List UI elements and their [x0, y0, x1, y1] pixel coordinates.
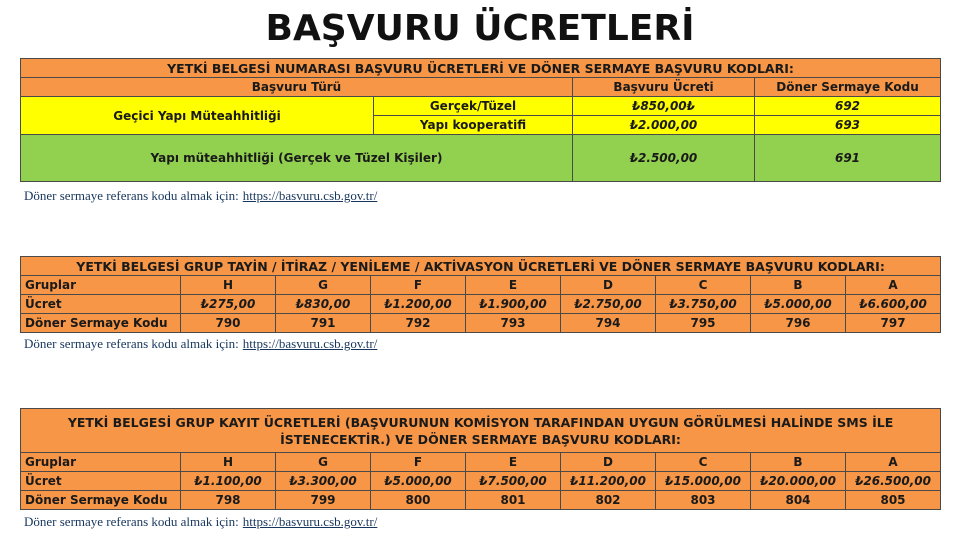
table2-fee: ₺830,00	[276, 295, 371, 314]
reference-link[interactable]: https://basvuru.csb.gov.tr/	[242, 514, 378, 529]
table2-fee: ₺2.750,00	[561, 295, 656, 314]
table3-code: 804	[751, 491, 846, 510]
table2-fee: ₺275,00	[181, 295, 276, 314]
table1-row-code: 692	[755, 97, 941, 116]
table3-row-groups: Gruplar	[21, 453, 181, 472]
table2-fee: ₺5.000,00	[751, 295, 846, 314]
fee-table-license-number	[20, 58, 941, 182]
reference-label: Döner sermaye referans kodu almak için:	[24, 336, 239, 351]
table3-group: D	[561, 453, 656, 472]
table2-fee: ₺1.200,00	[371, 295, 466, 314]
table2-group: G	[276, 276, 371, 295]
table3-group: C	[656, 453, 751, 472]
table2-code: 791	[276, 314, 371, 333]
table2-group: D	[561, 276, 656, 295]
table3-title: YETKİ BELGESİ GRUP KAYIT ÜCRETLERİ (BAŞVURUNUN KOMİSYON TARAFINDAN UYGUN GÖRÜLMESİ HALİNDE SMS İLE İSTENECEKTİR.) VE DÖNER SERMAYE BAŞVURU KODLARI:	[21, 409, 941, 453]
table1-col-fee: Başvuru Ücreti	[573, 78, 755, 97]
table3-code: 802	[561, 491, 656, 510]
reference-note	[24, 514, 377, 530]
table2-code: 793	[466, 314, 561, 333]
table2-code: 796	[751, 314, 846, 333]
reference-link[interactable]: https://basvuru.csb.gov.tr/	[242, 188, 378, 203]
table3-code: 801	[466, 491, 561, 510]
table1-perm-type: Yapı müteahhitliği (Gerçek ve Tüzel Kişiler)	[21, 135, 573, 182]
table1-col-type: Başvuru Türü	[21, 78, 573, 97]
fee-table-group-assignment	[20, 256, 941, 333]
table2-group: F	[371, 276, 466, 295]
table3-fee: ₺5.000,00	[371, 472, 466, 491]
table2-code: 797	[846, 314, 941, 333]
table3-group: F	[371, 453, 466, 472]
table2-group: B	[751, 276, 846, 295]
table3-code: 799	[276, 491, 371, 510]
table3-fee: ₺26.500,00	[846, 472, 941, 491]
table1-perm-fee: ₺2.500,00	[573, 135, 755, 182]
table3-row-fee: Ücret	[21, 472, 181, 491]
table3-fee: ₺1.100,00	[181, 472, 276, 491]
table3-fee: ₺11.200,00	[561, 472, 656, 491]
reference-link[interactable]: https://basvuru.csb.gov.tr/	[242, 336, 378, 351]
table1-row-type: Yapı kooperatifi	[374, 116, 573, 135]
table2-group: C	[656, 276, 751, 295]
table2-row-fee: Ücret	[21, 295, 181, 314]
table1-temp-label: Geçici Yapı Müteahhitliği	[21, 97, 374, 135]
reference-note	[24, 188, 377, 204]
table2-group: H	[181, 276, 276, 295]
table3-fee: ₺3.300,00	[276, 472, 371, 491]
table3-group: E	[466, 453, 561, 472]
table2-fee: ₺6.600,00	[846, 295, 941, 314]
table3-row-code: Döner Sermaye Kodu	[21, 491, 181, 510]
table3-code: 805	[846, 491, 941, 510]
table3-group: B	[751, 453, 846, 472]
table2-title: YETKİ BELGESİ GRUP TAYİN / İTİRAZ / YENİLEME / AKTİVASYON ÜCRETLERİ VE DÖNER SERMAYE BAŞVURU KODLARI:	[21, 257, 941, 276]
table2-code: 794	[561, 314, 656, 333]
table3-fee: ₺15.000,00	[656, 472, 751, 491]
table3-group: A	[846, 453, 941, 472]
table1-row-type: Gerçek/Tüzel	[374, 97, 573, 116]
table3-code: 803	[656, 491, 751, 510]
table1-perm-code: 691	[755, 135, 941, 182]
reference-note	[24, 336, 377, 352]
table2-row-code: Döner Sermaye Kodu	[21, 314, 181, 333]
reference-label: Döner sermaye referans kodu almak için:	[24, 514, 239, 529]
table2-group: A	[846, 276, 941, 295]
reference-label: Döner sermaye referans kodu almak için:	[24, 188, 239, 203]
table2-code: 790	[181, 314, 276, 333]
table2-code: 792	[371, 314, 466, 333]
table2-row-groups: Gruplar	[21, 276, 181, 295]
table1-row-fee: ₺850,00₺	[573, 97, 755, 116]
table3-fee: ₺20.000,00	[751, 472, 846, 491]
table3-group: H	[181, 453, 276, 472]
table3-fee: ₺7.500,00	[466, 472, 561, 491]
table1-row-code: 693	[755, 116, 941, 135]
table2-group: E	[466, 276, 561, 295]
table3-code: 798	[181, 491, 276, 510]
fee-table-group-registration	[20, 408, 941, 510]
table3-code: 800	[371, 491, 466, 510]
table3-group: G	[276, 453, 371, 472]
table1-row-fee: ₺2.000,00	[573, 116, 755, 135]
table2-fee: ₺3.750,00	[656, 295, 751, 314]
table1-title: YETKİ BELGESİ NUMARASI BAŞVURU ÜCRETLERİ VE DÖNER SERMAYE BAŞVURU KODLARI:	[21, 59, 941, 78]
table2-fee: ₺1.900,00	[466, 295, 561, 314]
page-title: BAŞVURU ÜCRETLERİ	[265, 8, 695, 49]
table2-code: 795	[656, 314, 751, 333]
table1-col-code: Döner Sermaye Kodu	[755, 78, 941, 97]
